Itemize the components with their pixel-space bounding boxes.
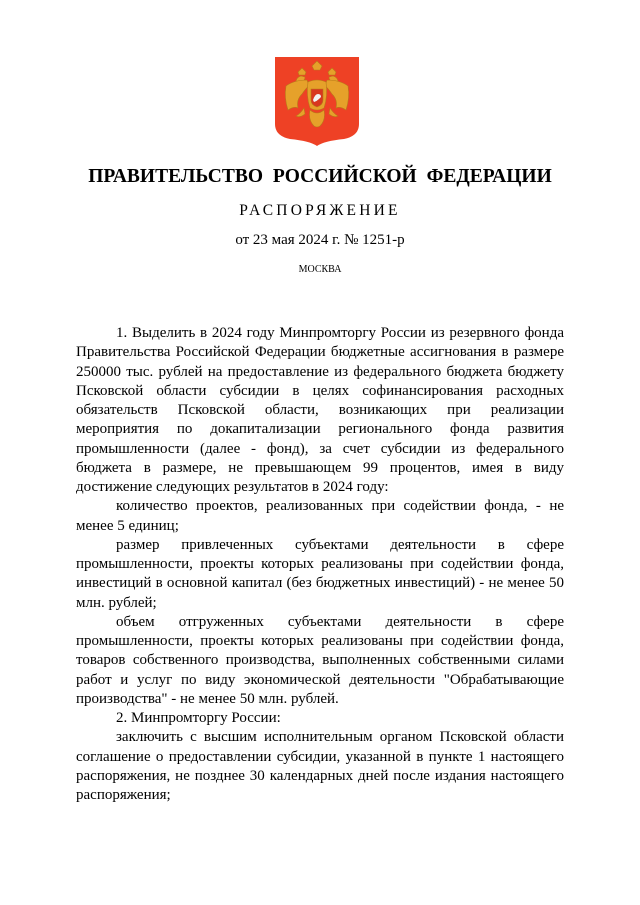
- paragraph: заключить с высшим исполнительным органом Псковской области соглашение о предоставлении субсидии, указанной в пункте 1 настоящего распоряжения, не позднее 30 календарных дней после издания настоящего распоряжения;: [76, 729, 564, 803]
- document-type: РАСПОРЯЖЕНИЕ: [239, 202, 401, 219]
- paragraph: 1. Выделить в 2024 году Минпромторгу России из резервного фонда Правительства Российской Федерации бюджетные ассигнования в размере 250000 тыс. рублей на предоставление из федерального бюджета бюджету Псковской области субсидии в целях софинансирования расходных обязательств Псковской области, возникающих при реализации мероприятия по докапитализации регионального фонда развития промышленности (далее - фонд), за счет субсидии из федерального бюджета в размере, не превышающем 99 процентов, имея в виду достижение следующих результатов в 2024 году:: [76, 325, 564, 495]
- paragraph: объем отгруженных субъектами деятельности в сфере промышленности, проекты которых реализованы при содействии фонда, товаров собственного производства, выполненных собственными силами работ и услуг по виду экономической деятельности "Обрабатывающие производства" - не менее 50 млн. рублей.: [76, 613, 564, 707]
- document-date-number: от 23 мая 2024 г. № 1251-р: [235, 232, 405, 248]
- issue-city: МОСКВА: [298, 264, 342, 275]
- paragraph: количество проектов, реализованных при содействии фонда, - не менее 5 единиц;: [76, 498, 564, 534]
- coat-of-arms-icon: [274, 56, 360, 146]
- paragraph: 2. Минпромторгу России:: [116, 710, 281, 726]
- document-body: [76, 324, 564, 805]
- government-title: ПРАВИТЕЛЬСТВО РОССИЙСКОЙ ФЕДЕРАЦИИ: [88, 166, 552, 187]
- paragraph: размер привлеченных субъектами деятельности в сфере промышленности, проекты которых реализованы при содействии фонда, инвестиций в основной капитал (без бюджетных инвестиций) - не менее 50 млн. рублей;: [76, 536, 564, 611]
